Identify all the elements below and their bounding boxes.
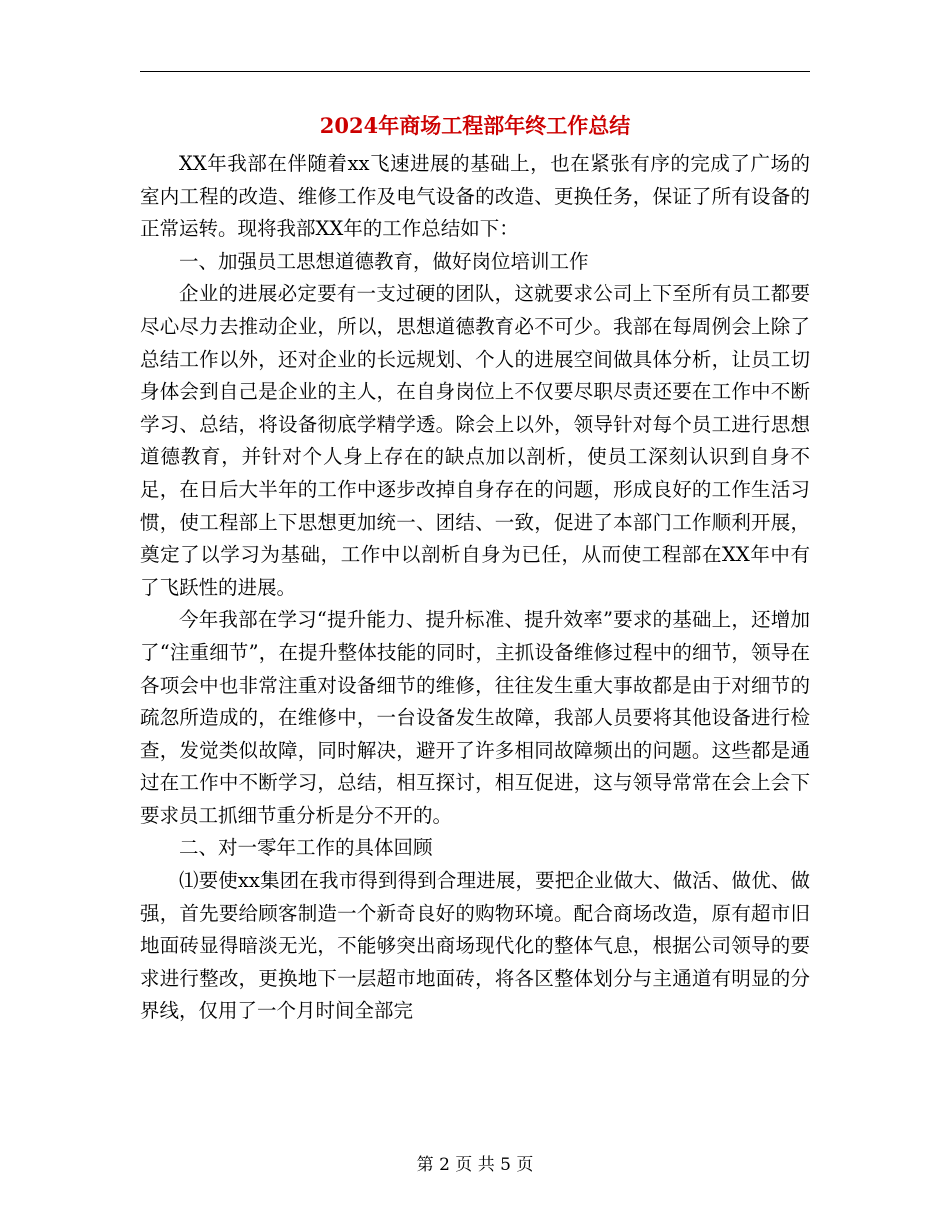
paragraph-team: 企业的进展必定要有一支过硬的团队，这就要求公司上下至所有员工都要尽心尽力去推动企业，所以，思想道德教育必不可少。我部在每周例会上除了总结工作以外，还对企业的长远规划、个人的进展空间做具体分析，让员工切身体会到自己是企业的主人，在自身岗位上不仅要尽职尽责还要在工作中不断学习、总结，将设备彻底学精学透。除会上以外，领导针对每个员工进行思想道德教育，并针对个人身上存在的缺点加以剖析，使员工深刻认识到自身不足，在日后大半年的工作中逐步改掉自身存在的问题，形成良好的工作生活习惯，使工程部上下思想更加统一、团结、一致，促进了本部门工作顺利开展，奠定了以学习为基础，工作中以剖析自身为已任，从而使工程部在XX年中有了飞跃性的进展。 [140, 282, 810, 599]
paragraph-details: 今年我部在学习“提升能力、提升标准、提升效率”要求的基础上，还增加了“注重细节”，在提升整体技能的同时，主抓设备维修过程中的细节，领导在各项会中也非常注重对设备细节的维修，往往发生重大事故都是由于对细节的疏忽所造成的，在维修中，一台设备发生故障，我部人员要将其他设备进行检查，发觉类似故障，同时解决，避开了许多相同故障频出的问题。这些都是通过在工作中不断学习，总结，相互探讨，相互促进，这与领导常常在会上会下要求员工抓细节重分析是分不开的。 [140, 608, 810, 827]
section-heading-1: 一、加强员工思想道德教育，做好岗位培训工作 [179, 249, 589, 273]
document-title: 2024年商场工程部年终工作总结 [319, 113, 631, 138]
section-heading-2: 二、对一零年工作的具体回顾 [179, 836, 433, 860]
paragraph-review-1: ⑴要使xx集团在我市得到得到合理进展，要把企业做大、做活、做优、做强，首先要给顾客制造一个新奇良好的购物环境。配合商场改造，原有超市旧地面砖显得暗淡无光，不能够突出商场现代化的整体气息，根据公司领导的要求进行整改，更换地下一层超市地面砖，将各区整体划分与主通道有明显的分界线，仅用了一个月时间全部完 [140, 869, 810, 1023]
header-rule [140, 71, 810, 72]
page-number: 第 2 页 共 5 页 [416, 1155, 534, 1175]
document-body [140, 148, 810, 1028]
paragraph-intro: XX年我部在伴随着xx飞速进展的基础上，也在紧张有序的完成了广场的室内工程的改造、维修工作及电气设备的改造、更换任务，保证了所有设备的正常运转。现将我部XX年的工作总结如下： [140, 152, 810, 241]
